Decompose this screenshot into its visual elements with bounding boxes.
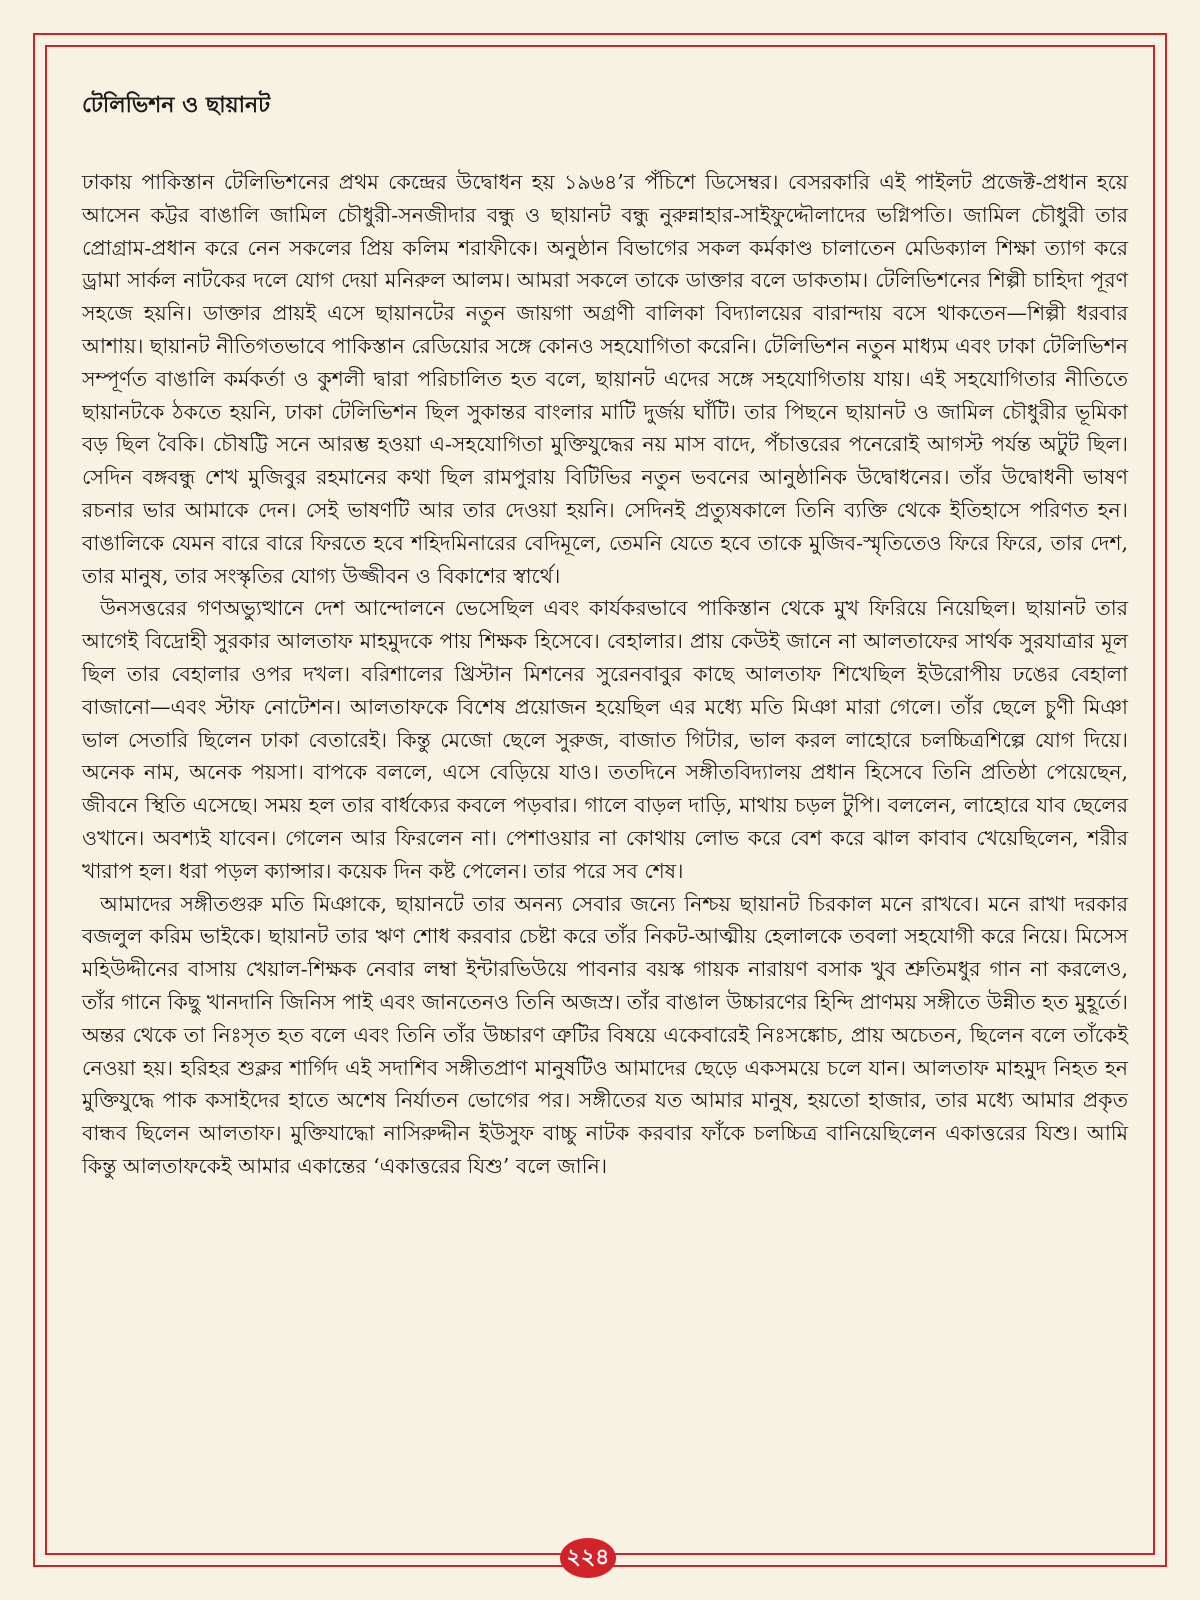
paragraph-2: উনসত্তরের গণঅভ্যুত্থানে দেশ আন্দোলনে ভেসেছিল এবং কার্যকরভাবে পাকিস্তান থেকে মুখ ফিরিয়ে নিয়েছিল। ছায়ানট তার আগেই বিদ্রোহী সুরকার আলতাফ মাহমুদকে পায় শিক্ষক হিসেবে। বেহালার। প্রায় কেউই জানে না আলতাফের সার্থক সুরযাত্রার মূল ছিল তার বেহালার ওপর দখল। বরিশালের খ্রিস্টান মিশনের সুরেনবাবুর কাছে আলতাফ শিখেছিল ইউরোপীয় ঢঙের বেহালা বাজানো—এবং স্টাফ নোটেশন। আলতাফকে বিশেষ প্রয়োজন হয়েছিল এর মধ্যে মতি মিঞা মারা গেলে। তাঁর ছেলে চুণী মিঞা ভাল সেতারি ছিলেন ঢাকা বেতারেই। কিন্তু মেজো ছেলে সুরুজ, বাজাত গিটার, ভাল করল লাহোরে চলচ্চিত্রশিল্পে যোগ দিয়ে। অনেক নাম, অনেক পয়সা। বাপকে বললে, এসে বেড়িয়ে যাও। ততদিনে সঙ্গীতবিদ্যালয় প্রধান হিসেবে তিনি প্রতিষ্ঠা পেয়েছেন, জীবনে স্থিতি এসেছে। সময় হল তার বার্ধক্যের কবলে পড়বার। গালে বাড়ল দাড়ি, মাথায় চড়ল টুপি। বললেন, লাহোরে যাব ছেলের ওখানে। অবশ্যই যাবেন। গেলেন আর ফিরলেন না। পেশাওয়ার না কোথায় লোভ করে বেশ করে ঝাল কাবাব খেয়েছিলেন, শরীর খারাপ হল। ধরা পড়ল ক্যান্সার। কয়েক দিন কষ্ট পেলেন। তার পরে সব শেষ। — [82, 596, 1128, 883]
paragraph-3: আমাদের সঙ্গীতগুরু মতি মিঞাকে, ছায়ানটে তার অনন্য সেবার জন্যে নিশ্চয় ছায়ানট চিরকাল মনে রাখবে। মনে রাখা দরকার বজলুল করিম ভাইকে। ছায়ানট তার ঋণ শোধ করবার চেষ্টা করে তাঁর নিকট-আত্মীয় হেলালকে তবলা সহযোগী করে নিয়ে। মিসেস মহিউদ্দীনের বাসায় খেয়াল-শিক্ষক নেবার লম্বা ইন্টারভিউয়ে পাবনার বয়স্ক গায়ক নারায়ণ বসাক খুব শ্রুতিমধুর গান না করলেও, তাঁর গানে কিছু খানদানি জিনিস পাই এবং জানতেনও তিনি অজস্র। তাঁর বাঙাল উচ্চারণের হিন্দি প্রাণময় সঙ্গীতে উন্নীত হত মুহূর্তে। অন্তর থেকে তা নিঃসৃত হত বলে এবং তিনি তাঁর উচ্চারণ ত্রুটির বিষয়ে একেবারেই নিঃসঙ্কোচ, প্রায় অচেতন, ছিলেন বলে তাঁকেই নেওয়া হয়। হরিহর শুক্লর শার্গিদ এই সদাশিব সঙ্গীতপ্রাণ মানুষটিও আমাদের ছেড়ে একসময়ে চলে যান। আলতাফ মাহমুদ নিহত হন মুক্তিযুদ্ধে পাক কসাইদের হাতে অশেষ নির্যাতন ভোগের পর। সঙ্গীতের যত আমার মানুষ, হয়তো হাজার, তার মধ্যে আমার প্রকৃত বান্ধব ছিলেন আলতাফ। মুক্তিযাদ্ধো নাসিরুদ্দীন ইউসুফ বাচ্চু নাটক করবার ফাঁকে চলচ্চিত্র বানিয়েছিলেন একাত্তরের যিশু। আমি কিন্তু আলতাফকেই আমার একান্তের ‘একাত্তরের যিশু’ বলে জানি। — [82, 891, 1128, 1178]
section-title: টেলিভিশন ও ছায়ানট — [82, 93, 271, 118]
page-content — [82, 90, 1128, 1490]
page-number-badge: ২২৪ — [560, 1538, 616, 1578]
paragraph-1: ঢাকায় পাকিস্তান টেলিভিশনের প্রথম কেন্দ্রের উদ্বোধন হয় ১৯৬৪’র পঁচিশে ডিসেম্বর। বেসরকারি এই পাইলট প্রজেক্ট-প্রধান হয়ে আসেন কট্টর বাঙালি জামিল চৌধুরী-সনজীদার বন্ধু ও ছায়ানট বন্ধু নুরুন্নাহার-সাইফুদ্দৌলাদের ভগ্নিপতি। জামিল চৌধুরী তার প্রোগ্রাম-প্রধান করে নেন সকলের প্রিয় কলিম শরাফীকে। অনুষ্ঠান বিভাগের সকল কর্মকাণ্ড চালাতেন মেডিক্যাল শিক্ষা ত্যাগ করে ড্রামা সার্কল নাটকের দলে যোগ দেয়া মনিরুল আলম। আমরা সকলে তাকে ডাক্তার বলে ডাকতাম। টেলিভিশনের শিল্পী চাহিদা পূরণ সহজে হয়নি। ডাক্তার প্রায়ই এসে ছায়ানটের নতুন জায়গা অগ্রণী বালিকা বিদ্যালয়ের বারান্দায় বসে থাকতেন—শিল্পী ধরবার আশায়। ছায়ানট নীতিগতভাবে পাকিস্তান রেডিয়োর সঙ্গে কোনও সহযোগিতা করেনি। টেলিভিশন নতুন মাধ্যম এবং ঢাকা টেলিভিশন সম্পূর্ণত বাঙালি কর্মকর্তা ও কুশলী দ্বারা পরিচালিত হত বলে, ছায়ানট এদের সঙ্গে সহযোগিতায় যায়। এই সহযোগিতার নীতিতে ছায়ানটকে ঠকতে হয়নি, ঢাকা টেলিভিশন ছিল সুকান্তর বাংলার মাটি দুর্জয় ঘাঁটি। তার পিছনে ছায়ানট ও জামিল চৌধুরীর ভূমিকা বড় ছিল বৈকি। চৌষট্টি সনে আরম্ভ হওয়া এ-সহযোগিতা মুক্তিযুদ্ধের নয় মাস বাদে, পঁচাত্তরের পনেরোই আগস্ট পর্যন্ত অটুট ছিল। সেদিন বঙ্গবন্ধু শেখ মুজিবুর রহমানের কথা ছিল রামপুরায় বিটিভির নতুন ভবনের আনুষ্ঠানিক উদ্বোধনের। তাঁর উদ্বোধনী ভাষণ রচনার ভার আমাকে দেন। সেই ভাষণটি আর তার দেওয়া হয়নি। সেদিনই প্রত্যুষকালে তিনি ব্যক্তি থেকে ইতিহাসে পরিণত হন। বাঙালিকে যেমন বারে বারে ফিরতে হবে শহিদমিনারের বেদিমূলে, তেমনি যেতে হবে তাকে মুজিব-স্মৃতিতেও ফিরে ফিরে, তার দেশ, তার মানুষ, তার সংস্কৃতির যোগ্য উজ্জীবন ও বিকাশের স্বার্থে। — [82, 170, 1128, 588]
